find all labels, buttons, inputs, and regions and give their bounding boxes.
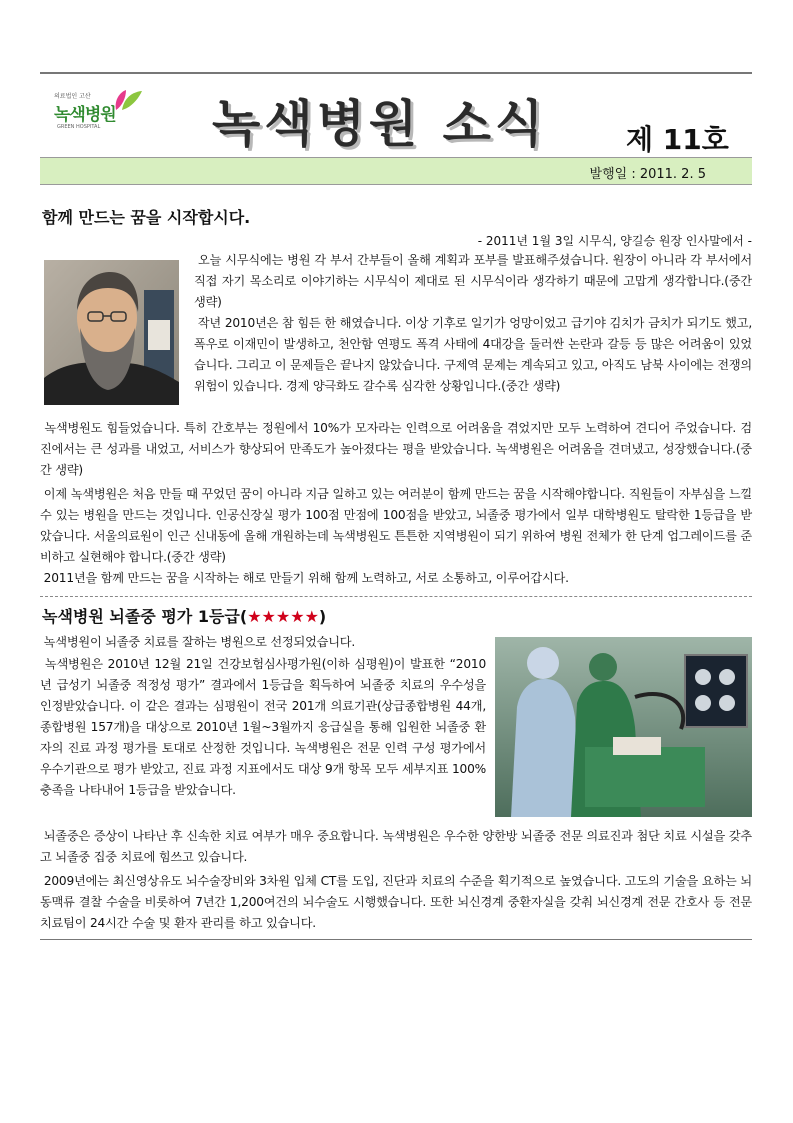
logo-english: GREEN HOSPITAL xyxy=(57,124,101,130)
article2-title xyxy=(42,604,326,627)
director-portrait-photo xyxy=(44,260,179,405)
hospital-logo xyxy=(54,88,144,138)
logo-small-text: 의료법인 고산 xyxy=(54,93,91,100)
surgery-photo xyxy=(495,637,752,817)
article2-paragraph-2: 녹색병원은 2010년 12월 21일 건강보험심사평가원(이하 심평원)이 발표한 “2010년 급성기 뇌졸중 적정성 평가” 결과에서 1등급을 획득하여 뇌졸중 치료의 우수성을 인정받았습니다. 이 같은 결과는 심평원이 전국 201개 의료기관(상급종합병원 44개, 종합병원 157개)을 대상으로 2010년 1월~3월까지 응급실을 통해 입원한 뇌졸중 환자의 진료 과정 평가를 토대로 산정한 것입니다. 녹색병원은 전문 인력 구성 평가에서 우수기관으로 평가 받았고, 진료 과정 지표에서도 대상 9개 항목 모두 세부지표 100%충족을 나타내어 1등급을 받았습니다. xyxy=(40,657,486,797)
publish-date: 발행일 : 2011. 2. 5 xyxy=(589,167,706,182)
article2-title-text: 녹색병원 뇌졸중 평가 1등급( xyxy=(42,607,248,626)
leaf-icon xyxy=(112,88,144,112)
article1-paragraph-3: 녹색병원도 힘들었습니다. 특히 간호부는 정원에서 10%가 모자라는 인력으로 어려움을 겪었지만 모두 노력하여 견디어 주었습니다. 검진에서는 큰 성과를 내었고, 서비스가 향상되어 만족도가 높아졌다는 평을 받았습니다. 녹색병원은 어려움을 견뎌냈고, 성장했습니다.(중간 생략) xyxy=(40,421,752,477)
article2-paragraph-1: 녹색병원이 뇌졸중 치료를 잘하는 병원으로 선정되었습니다. xyxy=(40,635,356,649)
newsletter-title: 녹색병원 소식 xyxy=(212,95,548,153)
bottom-rule xyxy=(40,939,752,940)
article1-paragraph-4: 이제 녹색병원은 처음 만들 때 꾸었던 꿈이 아니라 지금 일하고 있는 여러분이 함께 만드는 꿈을 시작해야합니다. 직원들이 자부심을 느낄 수 있는 병원을 만드는 것입니다. 인공신장실 평가 100점 만점에 100점을 받았고, 뇌졸중 평가에서 일부 대학병원도 탈락한 1등급을 받았습니다. 서울의료원이 인근 신내동에 올해 개원하는데 녹색병원도 튼튼한 지역병원이 되기 위하여 병원 전체가 한 단계 업그레이드를 준비하고 실현해야 합니다.(중간 생략) xyxy=(40,487,752,564)
article1-paragraph-1: 오늘 시무식에는 병원 각 부서 간부들이 올해 계획과 포부를 발표해주셨습니다. 원장이 아니라 각 부서에서 직접 자기 목소리로 이야기하는 시무식이 제대로 된 시무식이라 생각하기 때문에 고맙게 생각합니다.(중간 생략) xyxy=(194,253,752,309)
article2-paragraph-4: 2009년에는 최신영상유도 뇌수술장비와 3차원 입체 CT를 도입, 진단과 치료의 수준을 획기적으로 높였습니다. 고도의 기술을 요하는 뇌동맥류 결찰 수술을 비롯하여 7년간 1,200여건의 뇌수술도 시행했습니다. 또한 뇌신경계 중환자실을 갖춰 뇌신경계 전문 간호사 등 전문 치료팀이 24시간 수술 및 환자 관리를 하고 있습니다. xyxy=(40,874,752,930)
article1-paragraph-5: 2011년을 함께 만드는 꿈을 시작하는 해로 만들기 위해 함께 노력하고, 서로 소통하고, 이루어갑시다. xyxy=(40,571,569,585)
article1-title: 함께 만드는 꿈을 시작합시다. xyxy=(42,208,251,227)
article2-paragraph-3: 뇌졸중은 증상이 나타난 후 신속한 치료 여부가 매우 중요합니다. 녹색병원은 우수한 양한방 뇌졸중 전문 의료진과 첨단 치료 시설을 갖추고 뇌졸중 집중 치료에 힘쓰고 있습니다. xyxy=(40,829,752,864)
article1-paragraph-2: 작년 2010년은 참 힘든 한 해였습니다. 이상 기후로 일기가 엉망이었고 급기야 김치가 금치가 되기도 했고, 폭우로 이재민이 발생하고, 천안함 연평도 폭격 사태에 4대강을 둘러싼 논란과 갈등 등 많은 어려움이 있었습니다. 그리고 이 문제들은 끝나지 않았습니다. 구제역 문제는 계속되고 있고, 아직도 남북 사이에는 전쟁의 위험이 있습니다. 경제 양극화도 갈수록 심각한 상황입니다.(중간 생략) xyxy=(194,316,752,393)
date-bar xyxy=(40,157,752,185)
logo-name: 녹색병원 xyxy=(54,105,116,125)
rating-stars: ★★★★★ xyxy=(247,607,319,626)
section-divider xyxy=(40,596,752,597)
article1-subtitle: - 2011년 1월 3일 시무식, 양길승 원장 인사말에서 - xyxy=(477,234,752,248)
top-rule xyxy=(40,72,752,74)
issue-number: 제 11호 xyxy=(626,123,729,156)
newsletter-page xyxy=(40,0,752,1123)
article2-title-end: ) xyxy=(318,607,327,626)
